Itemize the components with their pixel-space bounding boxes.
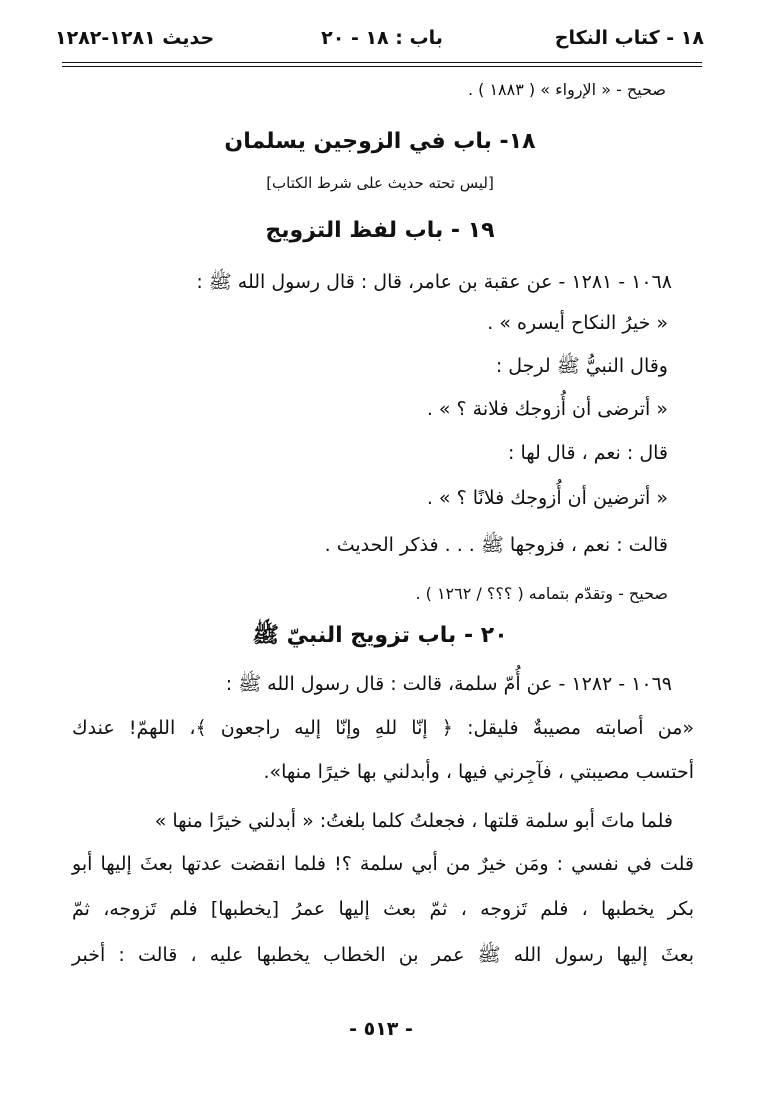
hadith-1069-intro: ١٠٦٩ - ١٢٨٢ - عن أُمّ سلمة، قالت : قال رسول الله ﷺ : (225, 673, 672, 695)
hadith-1069-text-line: بكر يخطبها ، فلم تَزوجه ، ثمّ بعث إليها عمرُ [يخطبها] فلم تَزوجه، ثمّ (72, 898, 694, 920)
grading-line: صحيح - « الإرواء » ( ١٨٨٣ ) . (467, 80, 666, 99)
chapter-18-heading: ١٨- باب في الزوجين يسلمان (224, 129, 536, 154)
chapter-18-note: [ليس تحته حديث على شرط الكتاب] (266, 174, 494, 192)
page-number: - ٥١٣ - (349, 1018, 413, 1040)
hadith-1068-line: « أترضين أن أُزوجك فلانًا ؟ » . (426, 487, 668, 509)
hadith-1069-text-line: قلت في نفسي : ومَن خيرٌ من أبي سلمة ؟! فلما انقضت عدتها بعثَ إليها أبو (72, 853, 694, 875)
hadith-1068-intro: ١٠٦٨ - ١٢٨١ - عن عقبة بن عامر، قال : قال رسول الله ﷺ : (196, 271, 672, 293)
hadith-1068-grading: صحيح - وتقدّم بتمامه ( ؟؟؟ / ١٢٦٢ ) . (415, 584, 668, 603)
hadith-1069-text-line: «من أصابته مصيبةٌ فليقل: ﴿ إنّا للهِ وإنّا إليه راجعون ﴾، اللهمّ! عندك (72, 717, 694, 739)
chapter-20-heading: ٢٠ - باب تزويج النبيّ ﷺ (252, 623, 508, 648)
hadith-1068-line: « خيرُ النكاح أيسره » . (487, 312, 668, 334)
header-chapter-title: ١٨ - كتاب النكاح (554, 27, 704, 49)
hadith-1068-line: وقال النبيُّ ﷺ لرجل : (495, 355, 668, 377)
hadith-1068-line: « أترضى أن أُزوجك فلانة ؟ » . (426, 398, 668, 420)
chapter-19-heading: ١٩ - باب لفظ التزويج (265, 218, 495, 243)
hadith-1069-text-line: بعثَ إليها رسول الله ﷺ عمر بن الخطاب يخطبها عليه ، قالت : أخبر (72, 944, 694, 966)
header-divider (62, 62, 702, 67)
hadith-1068-line: قالت : نعم ، فزوجها ﷺ . . . فذكر الحديث . (324, 534, 668, 556)
hadith-1068-line: قال : نعم ، قال لها : (508, 442, 668, 464)
hadith-1069-text-line: فلما ماتَ أبو سلمة قلتها ، فجعلتُ كلما بلغتُ: « أبدلني خيرًا منها » (154, 810, 673, 832)
header-chapter-range: باب : ١٨ - ٢٠ (321, 27, 443, 49)
hadith-1069-text-line: أحتسب مصيبتي ، فآجِرني فيها ، وأبدلني بها خيرًا منها». (263, 761, 694, 783)
header-hadith-range: حديث ١٢٨١-١٢٨٢ (55, 27, 215, 49)
